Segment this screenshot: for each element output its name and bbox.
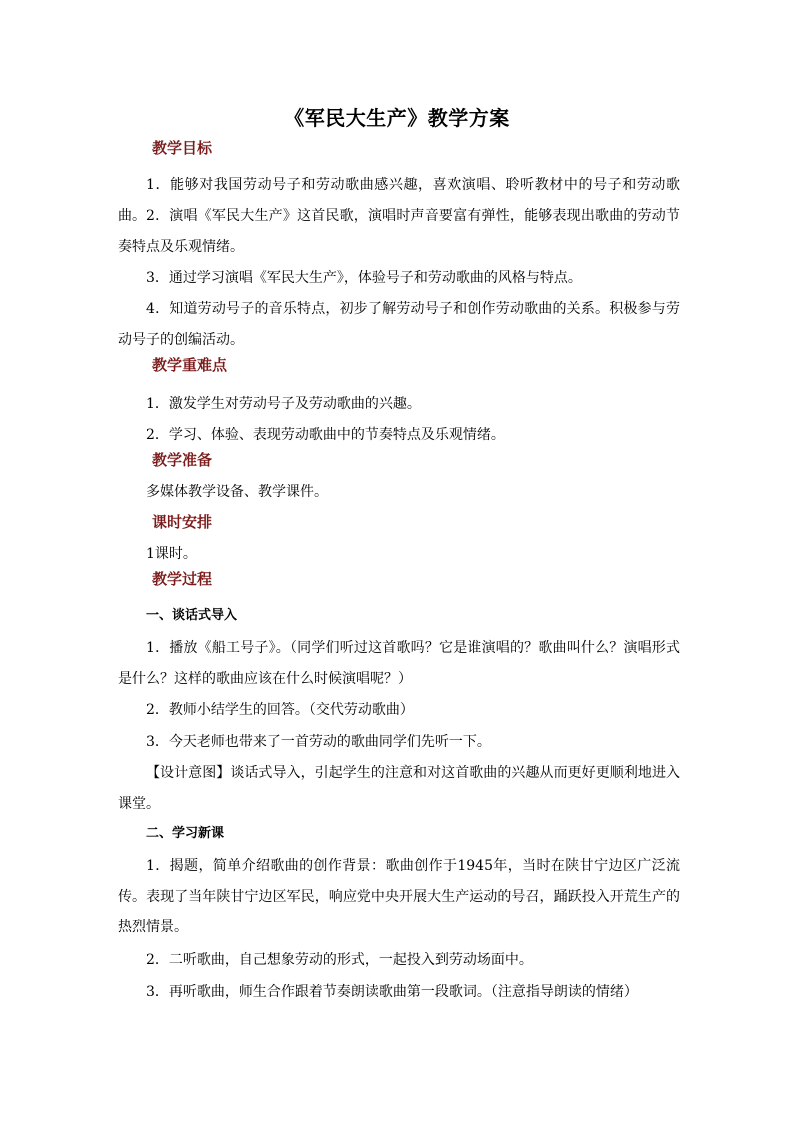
lesson-item-1: 1．揭题，简单介绍歌曲的创作背景：歌曲创作于1945年，当时在陕甘宁边区广泛流传。表现了当年陕甘宁边区军民，响应党中央开展大生产运动的号召，踊跃投入开荒生产的热烈情景。	[118, 858, 680, 935]
heading-difficulties: 教学重难点	[152, 356, 228, 374]
objective-item-1: 1．能够对我国劳动号子和劳动歌曲感兴趣，喜欢演唱、聆听教材中的号子和劳动歌曲。	[118, 177, 680, 224]
objective-item-2: 2．演唱《军民大生产》这首民歌，演唱时声音要富有弹性，能够表现出歌曲的劳动节奏特点及乐观情绪。	[118, 208, 680, 255]
intro-item-2: 2．教师小结学生的回答。（交代劳动歌曲）	[146, 702, 414, 718]
difficulty-item-1: 1．激发学生对劳动号子及劳动歌曲的兴趣。	[146, 396, 421, 412]
document-title: 《军民大生产》教学方案	[284, 106, 510, 130]
subheading-new-lesson: 二、学习新课	[146, 826, 225, 841]
heading-schedule: 课时安排	[152, 513, 213, 531]
intro-item-1: 1．播放《船工号子》。（同学们听过这首歌吗？它是谁演唱的？歌曲叫什么？演唱形式是什么？这样的歌曲应该在什么时候演唱呢？）	[118, 640, 680, 687]
objective-item-4: 4．知道劳动号子的音乐特点，初步了解劳动号子和创作劳动歌曲的关系。积极参与劳动号子的创编活动。	[118, 301, 680, 348]
difficulty-item-2: 2．学习、体验、表现劳动歌曲中的节奏特点及乐观情绪。	[146, 427, 505, 443]
heading-preparation: 教学准备	[152, 451, 213, 469]
subheading-intro: 一、谈话式导入	[146, 608, 238, 623]
preparation-text: 多媒体教学设备、教学课件。	[146, 484, 328, 500]
lesson-item-2: 2．二听歌曲，自己想象劳动的形式，一起投入到劳动场面中。	[146, 952, 533, 968]
lesson-item-3: 3．再听歌曲，师生合作跟着节奏朗读歌曲第一段歌词。（注意指导朗读的情绪）	[146, 984, 638, 1000]
objective-item-3: 3．通过学习演唱《军民大生产》，体验号子和劳动歌曲的风格与特点。	[146, 270, 582, 286]
heading-process: 教学过程	[152, 570, 213, 588]
schedule-text: 1课时。	[146, 546, 197, 562]
intro-item-3: 3．今天老师也带来了一首劳动的歌曲同学们先听一下。	[146, 734, 491, 750]
heading-objectives: 教学目标	[152, 139, 213, 157]
design-intent-1: 【设计意图】谈话式导入，引起学生的注意和对这首歌曲的兴趣从而更好更顺利地进入课堂。	[118, 765, 680, 812]
